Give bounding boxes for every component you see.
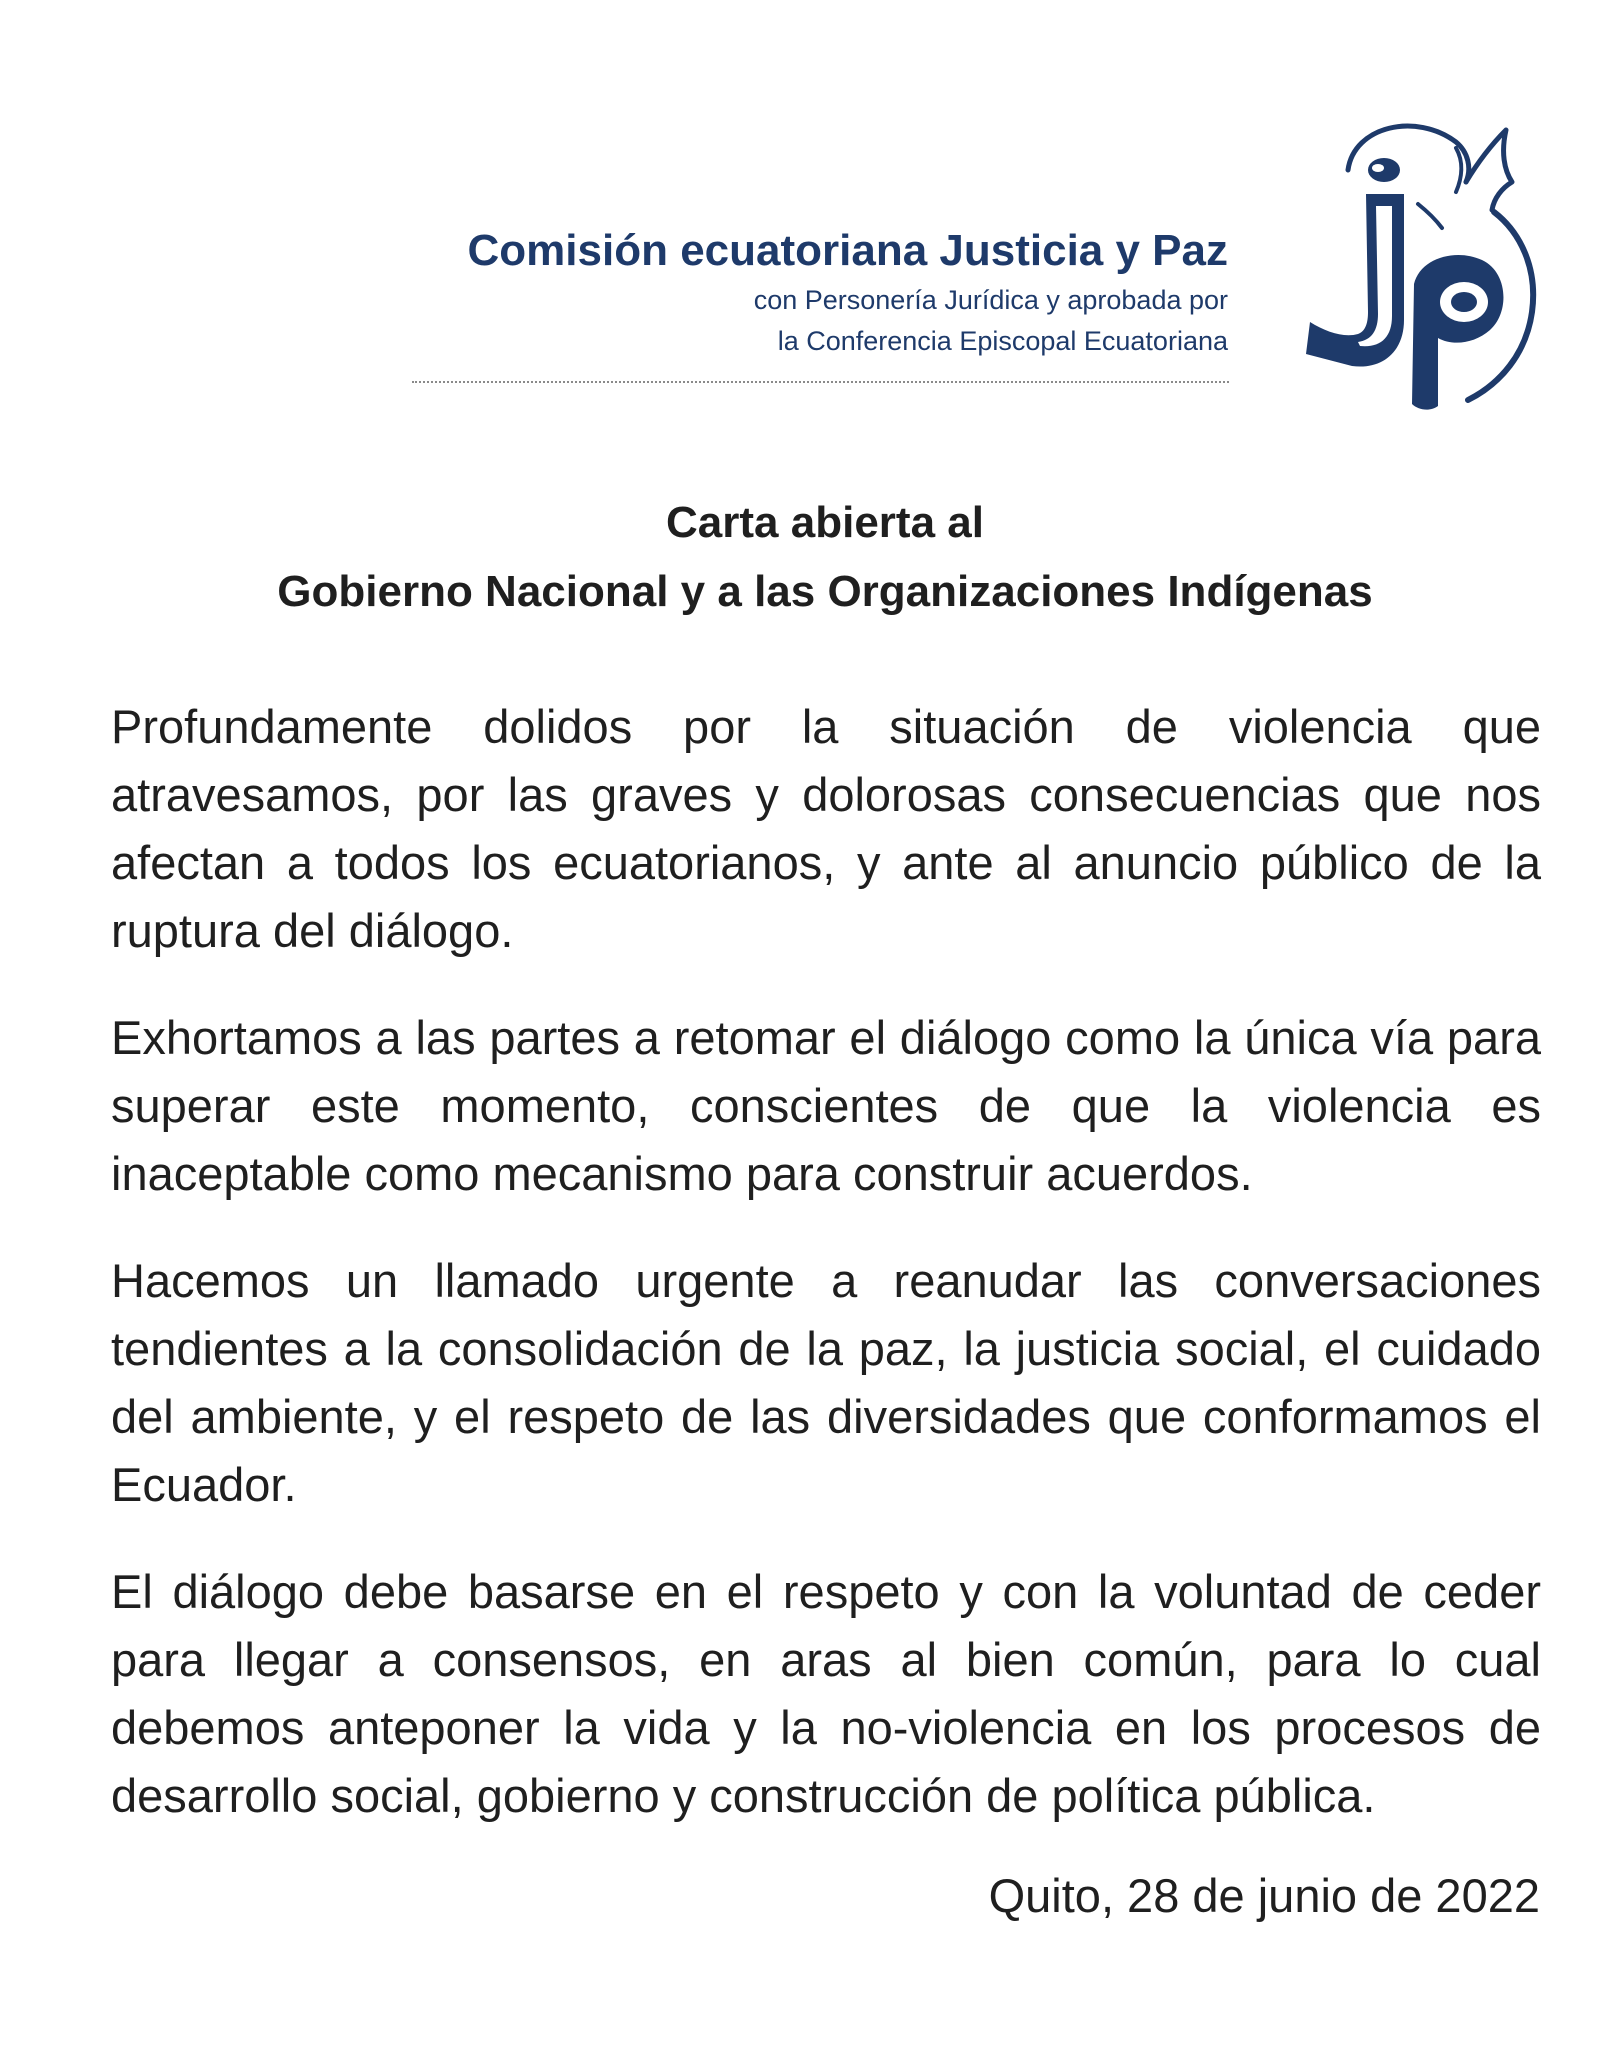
letterhead-divider bbox=[412, 381, 1229, 383]
body-paragraph-4: El diálogo debe basarse en el respeto y con la voluntad de ceder para llegar a consensos, en aras al bien común, para lo cual debemos anteponer la vida y la no-violencia en los procesos de desarrollo social, gobierno y construcción de política pública. bbox=[111, 1565, 1541, 1822]
body-paragraph-3: Hacemos un llamado urgente a reanudar las conversaciones tendientes a la consolidación de la paz, la justicia social, el cuidado del ambiente, y el respeto de las diversidades que conformamos el Ecuador. bbox=[111, 1254, 1541, 1511]
letter-title-line-1: Carta abierta al bbox=[666, 498, 984, 547]
place-and-date: Quito, 28 de junio de 2022 bbox=[988, 1869, 1540, 1922]
letter-title-line-2: Gobierno Nacional y a las Organizaciones Indígenas bbox=[277, 567, 1373, 616]
body-paragraph-1: Profundamente dolidos por la situación de violencia que atravesamos, por las graves y dolorosas consecuencias que nos afectan a todos los ecuatorianos, y ante al anuncio público de la ruptura del diálogo. bbox=[111, 700, 1541, 957]
organization-subtitle-line-1: con Personería Jurídica y aprobada por bbox=[753, 285, 1228, 315]
organization-name: Comisión ecuatoriana Justicia y Paz bbox=[467, 226, 1228, 275]
organization-subtitle-line-2: la Conferencia Episcopal Ecuatoriana bbox=[777, 326, 1228, 356]
jp-dove-logo-icon bbox=[1296, 108, 1542, 416]
letter-title bbox=[100, 488, 1550, 626]
body-paragraph-2: Exhortamos a las partes a retomar el diálogo como la única vía para superar este momento, conscientes de que la violencia es inaceptable como mecanismo para construir acuerdos. bbox=[111, 1011, 1541, 1200]
letterhead bbox=[400, 222, 1228, 362]
letter-body bbox=[111, 693, 1541, 1830]
